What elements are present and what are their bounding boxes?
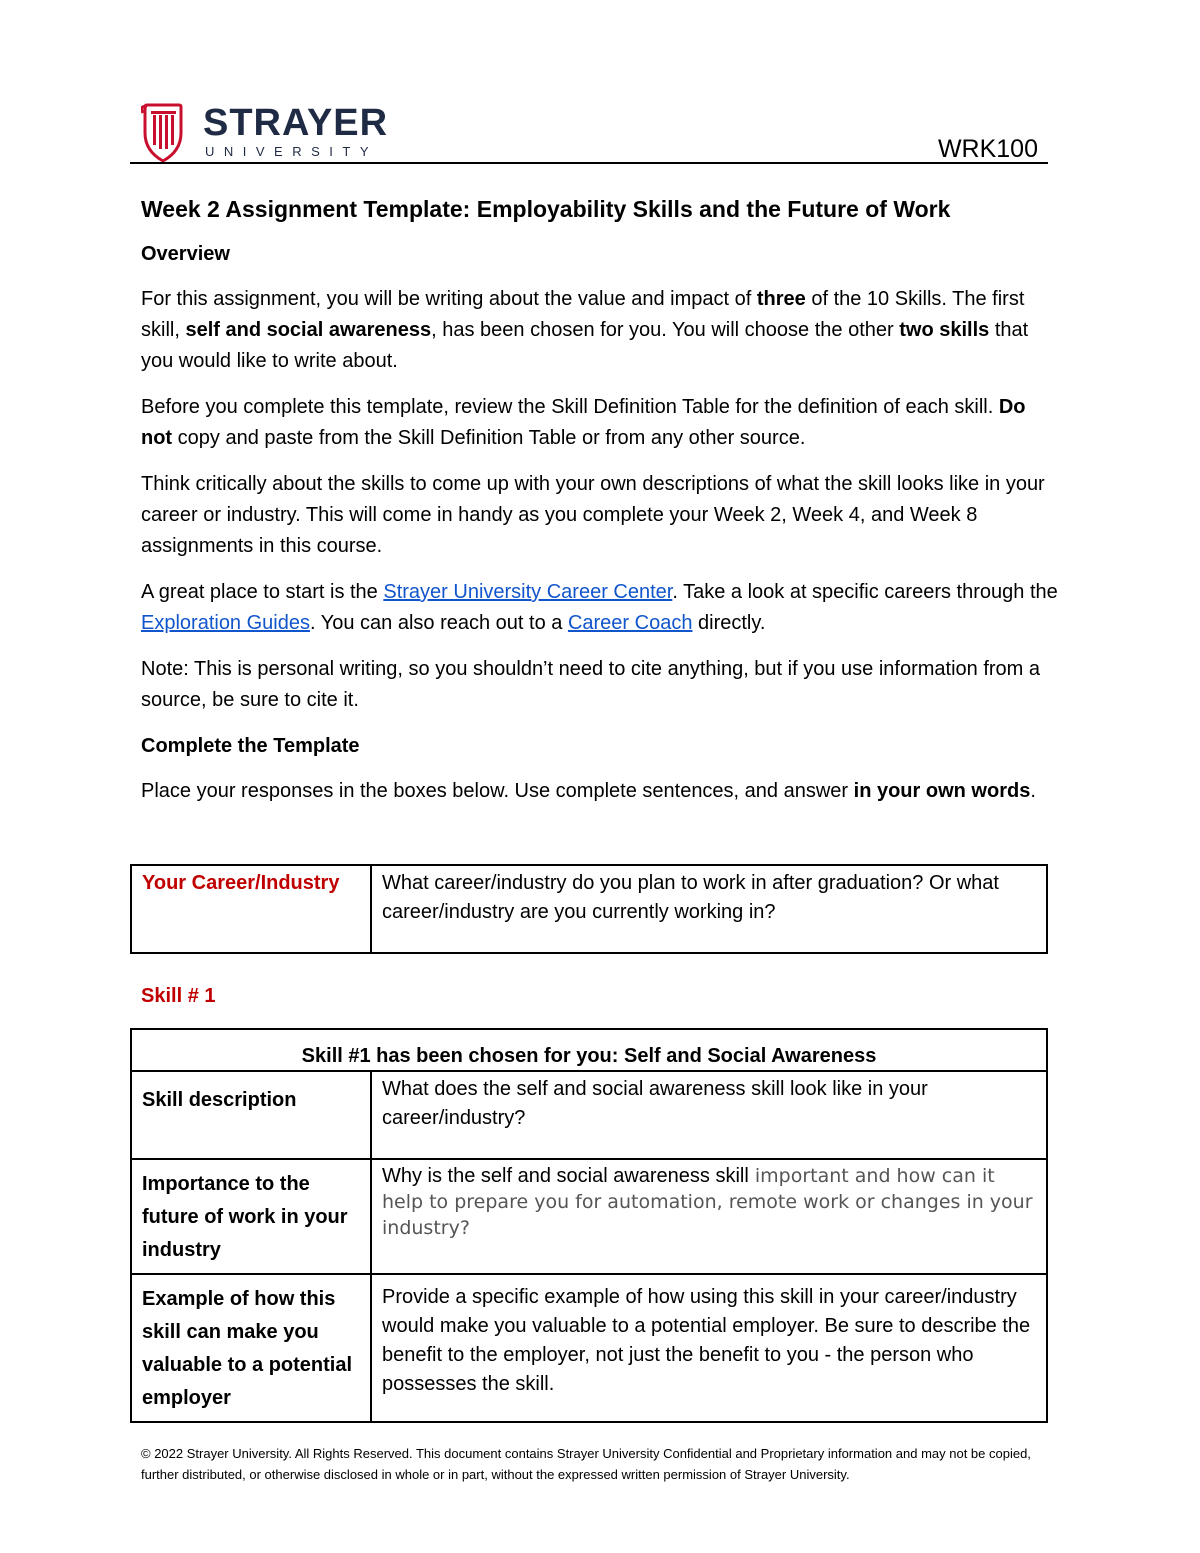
text-run: . (1030, 780, 1036, 802)
text-run: . Take a look at specific careers through the (672, 581, 1058, 603)
example-label: Example of how this skill can make you valuable to a potential employer (142, 1288, 353, 1409)
importance-label-cell (131, 1159, 371, 1274)
career-center-link[interactable]: Strayer University Career Center (383, 581, 673, 603)
overview-paragraph-2 (141, 392, 1061, 454)
importance-prompt-part-1: Why is the self and social awareness skill (382, 1165, 749, 1187)
skill-1-table-header-text: Skill #1 has been chosen for you: Self and Social Awareness (301, 1045, 877, 1067)
career-industry-label-cell (131, 865, 371, 953)
skill-1-table-header (131, 1029, 1047, 1071)
skill-1-table (130, 1028, 1048, 1423)
instructions-paragraph (141, 776, 1061, 807)
note-paragraph: Note: This is personal writing, so you shouldn’t need to cite anything, but if you use information from a source, be sure to cite it. (141, 658, 1041, 711)
text-run: of the 10 Skills. The first skill, (141, 288, 1025, 341)
overview-paragraph-3: Think critically about the skills to come up with your own descriptions of what the skill looks like in your career or industry. This will come in handy as you complete your Week 2, Week 4, and Week 8 assignments in this course. (141, 473, 1045, 557)
skill-description-response-cell[interactable] (371, 1071, 1047, 1159)
text-run-bold: Do not (141, 396, 1026, 449)
text-run: A great place to start is the (141, 581, 384, 603)
career-industry-table (130, 864, 1048, 954)
overview-paragraph-1 (141, 284, 1061, 377)
text-run-bold: in your own words (853, 780, 1031, 802)
text-run: For this assignment, you will be writing about the value and impact of (141, 288, 757, 310)
text-run: directly. (692, 612, 766, 634)
complete-template-heading: Complete the Template (141, 735, 360, 757)
importance-label: Importance to the future of work in your industry (142, 1173, 348, 1261)
table-row (131, 1159, 1047, 1274)
example-prompt: Provide a specific example of how using this skill in your career/industry would make you valuable to a potential employer. Be sure to describe the benefit to the employer, not just the benefit to you - the person who possesses the skill. (382, 1286, 1031, 1395)
overview-heading: Overview (141, 243, 230, 265)
table-row (131, 1029, 1047, 1071)
table-row (131, 1274, 1047, 1422)
header-divider (130, 162, 1048, 164)
text-run: that you would like to write about. (141, 319, 1029, 372)
text-run-bold: two skills (899, 319, 990, 341)
career-coach-link[interactable]: Career Coach (567, 612, 693, 634)
career-industry-response-cell[interactable] (371, 865, 1047, 953)
skill-description-prompt: What does the self and social awareness skill look like in your career/industry? (382, 1078, 928, 1129)
exploration-guides-link[interactable]: Exploration Guides (141, 612, 310, 634)
brand-name: STRAYER (203, 102, 389, 144)
course-code: WRK100 (937, 135, 1038, 163)
shield-icon (141, 103, 191, 163)
text-run: copy and paste from the Skill Definition Table or from any other source. (172, 427, 806, 449)
document-body (141, 193, 1061, 822)
document-title: Week 2 Assignment Template: Employability Skills and the Future of Work (141, 196, 951, 222)
table-row (131, 1071, 1047, 1159)
importance-prompt-part-2: important and how can it help to prepare you for automation, remote work or changes in your industry? (382, 1165, 1033, 1239)
overview-paragraph-4 (141, 577, 1061, 639)
text-run-bold: self and social awareness (185, 319, 432, 341)
skill-1-label: Skill # 1 (141, 985, 216, 1007)
career-industry-label: Your Career/Industry (142, 872, 340, 894)
skill-description-label: Skill description (142, 1088, 297, 1111)
importance-response-cell[interactable] (371, 1159, 1047, 1274)
example-label-cell (131, 1274, 371, 1422)
text-run: . You can also reach out to a (309, 612, 568, 634)
skill-description-label-cell (131, 1071, 371, 1159)
text-run: , has been chosen for you. You will choose the other (431, 319, 900, 341)
example-response-cell[interactable] (371, 1274, 1047, 1422)
text-run-bold: three (756, 288, 806, 310)
copyright-footer: © 2022 Strayer University. All Rights Reserved. This document contains Strayer University Confidential and Proprietary information and may not be copied, further distributed, or otherwise disclosed in whole or in part, without the expressed written permission of Strayer University. (141, 1446, 1031, 1482)
career-industry-prompt: What career/industry do you plan to work in after graduation? Or what career/industry are you currently working in? (382, 872, 999, 923)
text-run: Before you complete this template, review the Skill Definition Table for the definition of each skill. (141, 396, 999, 418)
text-run: Place your responses in the boxes below. Use complete sentences, and answer (141, 780, 854, 802)
table-row (131, 865, 1047, 953)
brand-subtitle: UNIVERSITY (205, 144, 379, 159)
